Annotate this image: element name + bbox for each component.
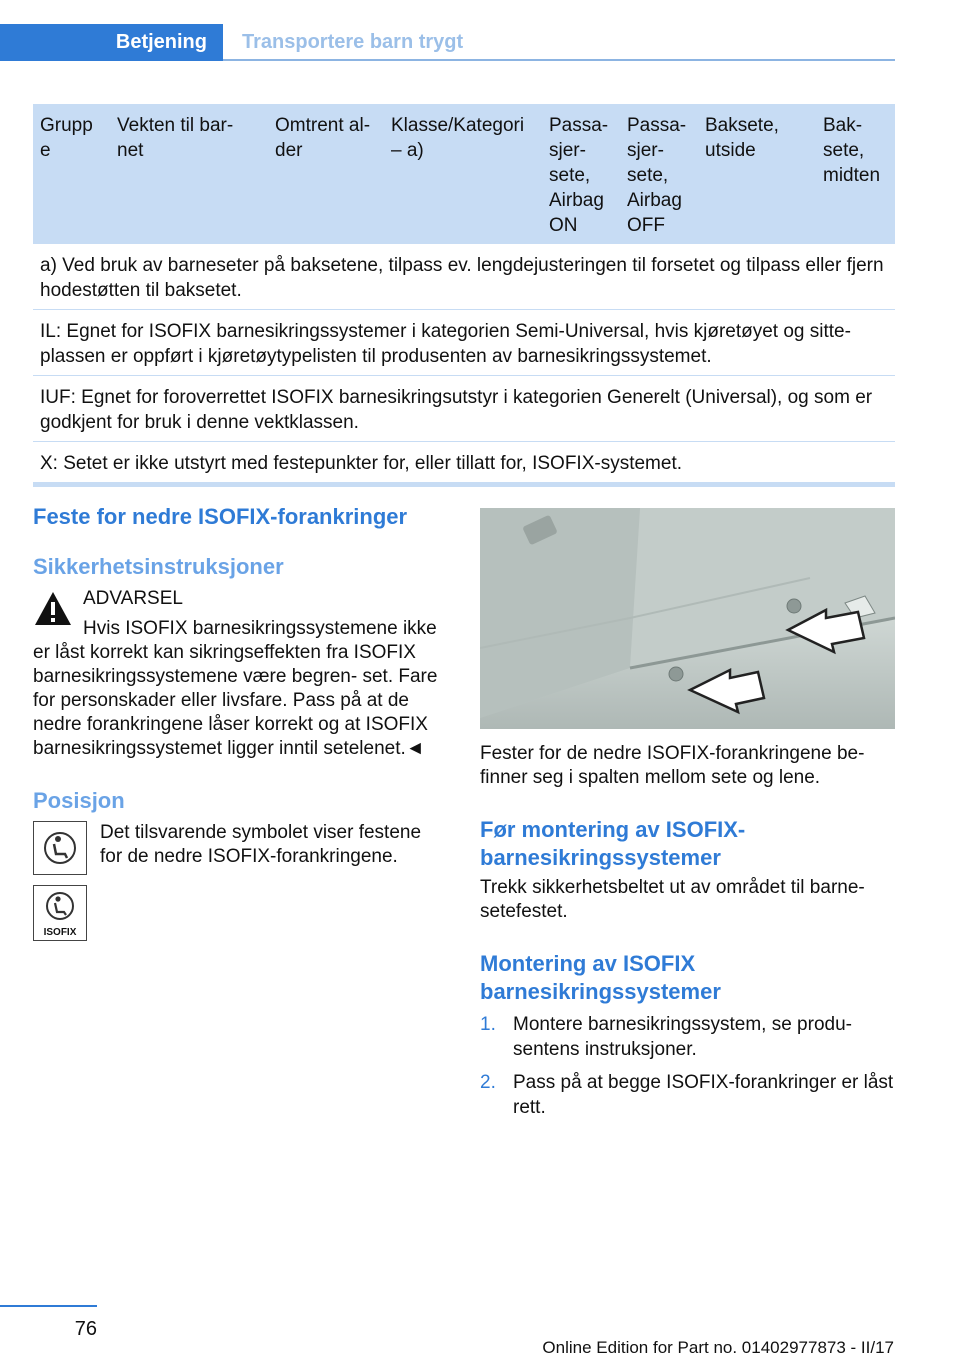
table-note-row xyxy=(33,442,895,482)
right-column xyxy=(480,508,895,1128)
photo-caption: Fester for de nedre ISOFIX-forankringene be- finner seg i spalten mellom sete og lene. xyxy=(480,743,865,788)
warning-block xyxy=(33,587,443,761)
step-text: Montere barnesikringssystem, se produ- sentens instruksjoner. xyxy=(513,1014,852,1060)
table-header-row xyxy=(33,104,895,244)
table-note: X: Setet er ikke utstyrt med festepunkter for, eller tillatt for, ISOFIX-systemet. xyxy=(40,453,683,474)
column-header: Omtrent al- der xyxy=(275,115,371,161)
position-text: Det tilsvarende symbolet viser festene for de nedre ISOFIX-forankringene. xyxy=(100,822,422,867)
page-header xyxy=(0,24,895,62)
column-header: Klasse/Kategori – a) xyxy=(391,115,525,161)
isofix-table xyxy=(33,104,895,487)
page-number: 76 xyxy=(74,1318,97,1340)
seat-isofix-photo xyxy=(480,508,895,729)
warning-triangle-icon xyxy=(33,589,73,629)
section-title: Feste for nedre ISOFIX-forankringer xyxy=(33,504,408,529)
warning-text: Hvis ISOFIX barnesikringssystemene ikke er låst korrekt kan sikringseffekten fra ISOFIX barnesikringssystemene være begren- set. Fare for personskader eller livsfare. Pass på at de nedre forankringene låser korrekt og at ISOFIX barnesikringssystemet ligger inntil setelenet.◄ xyxy=(33,618,438,759)
mounting-heading: Montering av ISOFIX barnesikringssystemer xyxy=(480,951,721,1004)
left-column xyxy=(33,503,443,947)
table-note-row xyxy=(33,244,895,310)
column-header: Grupp e xyxy=(40,115,93,161)
table-note: IUF: Egnet for foroverrettet ISOFIX barnesikringsutstyr i kategorien Generelt (Universal), og som er godkjent for bruk i denne vektklassen. xyxy=(40,387,873,433)
warning-label: ADVARSEL xyxy=(83,588,183,609)
tab-betjening[interactable]: Betjening xyxy=(0,24,223,61)
step-text: Pass på at begge ISOFIX-forankringer er låst rett. xyxy=(513,1072,894,1118)
column-header: Baksete, utside xyxy=(705,115,779,161)
isofix-symbol-label: ISOFIX xyxy=(43,927,77,938)
tab-transportere-barn[interactable]: Transportere barn trygt xyxy=(242,31,464,53)
table-note-row xyxy=(33,310,895,376)
table-note: IL: Egnet for ISOFIX barnesikringssystemer i kategorien Semi-Universal, hvis kjøretøyet og sitte- plassen er oppført i kjøretøytypelisten til produsenten av barnesikringssystemet. xyxy=(40,321,851,367)
list-item xyxy=(480,1070,895,1120)
step-number: 1. xyxy=(480,1014,496,1035)
before-mounting-heading: Før montering av ISOFIX- barnesikringssystemer xyxy=(480,817,746,870)
isofix-symbol-row xyxy=(33,885,443,947)
list-item xyxy=(480,1012,895,1062)
table-note: a) Ved bruk av barneseter på baksetene, tilpass ev. lengdejusteringen til forsetet og tilpass eller fjern hodestøtten til baksetet. xyxy=(40,255,884,301)
position-row xyxy=(33,821,443,883)
footer-rule xyxy=(0,1305,97,1307)
step-number: 2. xyxy=(480,1072,496,1093)
isofix-symbol-icon xyxy=(33,885,87,941)
child-seat-symbol-icon xyxy=(33,821,87,875)
safety-heading: Sikkerhetsinstruksjoner xyxy=(33,554,284,579)
column-header: Passa- sjer- sete, Airbag ON xyxy=(549,115,609,236)
table-bottom-rule xyxy=(33,482,895,487)
position-heading: Posisjon xyxy=(33,788,125,813)
column-header: Passa- sjer- sete, Airbag OFF xyxy=(627,115,687,236)
edition-note: Online Edition for Part no. 01402977873 - II/17 xyxy=(542,1338,894,1357)
column-header: Vekten til bar- net xyxy=(117,115,234,161)
before-mounting-text: Trekk sikkerhetsbeltet ut av området til barne- setefestet. xyxy=(480,877,865,922)
mounting-steps xyxy=(480,1012,895,1120)
table-note-row xyxy=(33,376,895,442)
column-header: Bak- sete, midten xyxy=(823,115,881,186)
